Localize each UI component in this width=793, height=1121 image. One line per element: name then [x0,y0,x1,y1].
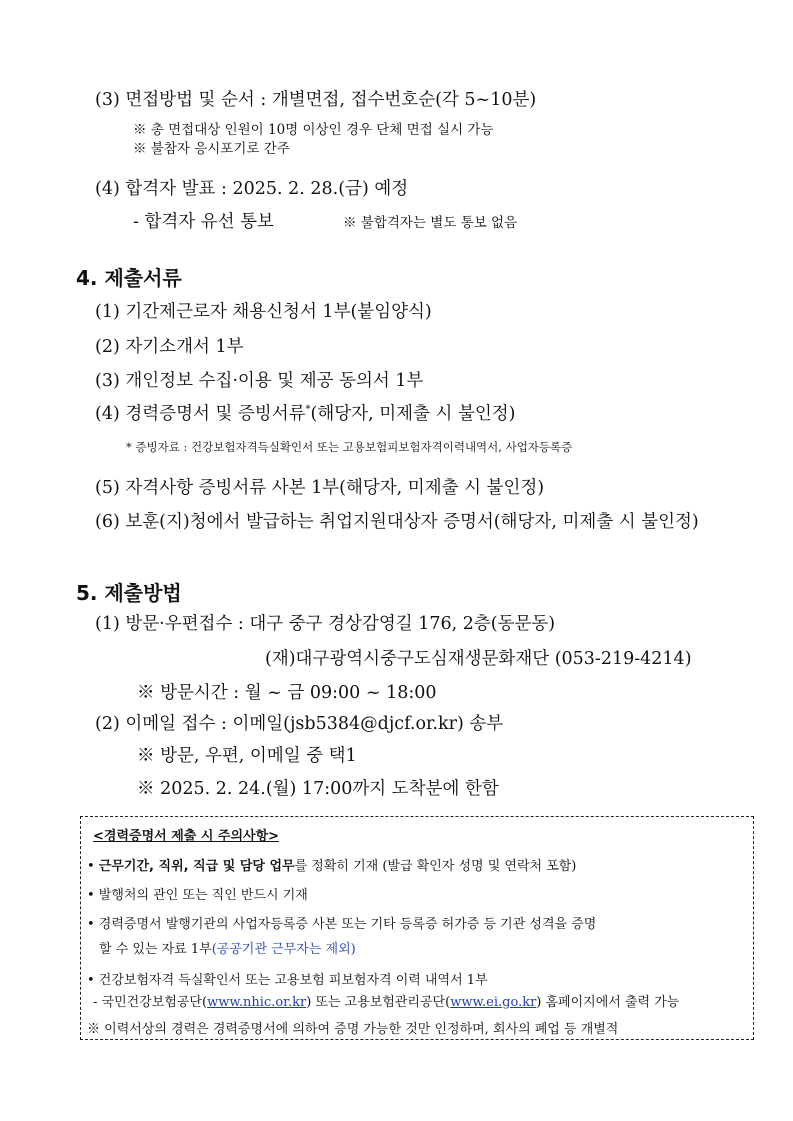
doc-item-4 [95,400,516,425]
caution-bullet-3-line1: • 경력증명서 발행기관의 사업자등록증 사본 또는 기타 등록증 허가증 등 기관 성격을 증명 [87,917,597,932]
method-choose: ※ 방문, 우편, 이메일 중 택1 [137,746,357,766]
notify-line: - 합격자 유선 통보 [133,212,274,232]
caution-bullet-3-line2 [99,938,356,957]
method-hours: ※ 방문시간 : 월 ~ 금 09:00 ~ 18:00 [137,683,437,703]
doc-item-4-text: (4) 경력증명서 및 증빙서류 [95,404,306,424]
caution-bullet-3-exception: (공공기관 근무자는 제외) [211,942,356,957]
doc-item-4-star: * [305,404,311,416]
note-group-interview: ※ 총 면접대상 인원이 10명 이상인 경우 단체 면접 실시 가능 [133,122,494,138]
interview-method: (3) 면접방법 및 순서 : 개별면접, 접수번호순(각 5~10분) [95,90,537,110]
ei-link[interactable]: www.ei.go.kr [450,995,537,1010]
method-visit: (1) 방문·우편접수 : 대구 중구 경상감영길 176, 2층(동문동) [95,614,556,634]
doc-item-3: (3) 개인정보 수집·이용 및 제공 동의서 1부 [95,371,424,391]
doc-item-1: (1) 기간제근로자 채용신청서 1부(붙임양식) [95,302,432,322]
caution-bullet-3-text: 할 수 있는 자료 1부 [99,942,212,957]
caution-last-note: ※ 이력서상의 경력은 경력증명서에 의하여 증명 가능한 것만 인정하며, 회사의 폐업 등 개별적 [87,1022,619,1037]
documents-heading: 4. 제출서류 [76,266,182,290]
caution-sub-pre: - 국민건강보험공단( [93,995,208,1010]
caution-sub-post: ) 홈페이지에서 출력 가능 [536,995,680,1010]
caution-box [80,816,754,1040]
doc-item-4-tail: (해당자, 미제출 시 불인정) [310,404,516,424]
caution-bullet-4-sub [93,991,679,1010]
caution-bullet-2: • 발행처의 관인 또는 직인 반드시 기재 [87,888,308,903]
caution-bullet-1-dot: • [87,859,95,874]
caution-bullet-1-bold: 근무기간, 직위, 직급 및 담당 업무 [98,859,295,874]
method-heading: 5. 제출방법 [76,581,182,605]
doc-item-5: (5) 자격사항 증빙서류 사본 1부(해당자, 미제출 시 불인정) [95,478,545,498]
method-org: (재)대구광역시중구도심재생문화재단 (053-219-4214) [265,649,692,669]
caution-sub-mid: ) 또는 고용보험관리공단( [306,995,451,1010]
note-absentee: ※ 불참자 응시포기로 간주 [133,141,290,157]
method-deadline: ※ 2025. 2. 24.(월) 17:00까지 도착분에 한함 [137,779,499,799]
nhic-link[interactable]: www.nhic.or.kr [207,995,307,1010]
doc-item-4-note: * 증빙자료 : 건강보험자격득실확인서 또는 고용보험피보험자격이력내역서, 사업자등록증 [126,440,573,454]
caution-bullet-4: • 건강보험자격 득실확인서 또는 고용보험 피보험자격 이력 내역서 1부 [87,973,488,988]
method-email: (2) 이메일 접수 : 이메일(jsb5384@djcf.or.kr) 송부 [95,714,504,734]
doc-item-2: (2) 자기소개서 1부 [95,337,244,357]
caution-bullet-1 [87,855,576,874]
doc-item-6: (6) 보훈(지)청에서 발급하는 취업지원대상자 증명서(해당자, 미제출 시 불인정) [95,512,699,532]
announce-date: (4) 합격자 발표 : 2025. 2. 28.(금) 예정 [95,179,409,199]
caution-bullet-1-rest: 를 정확히 기재 (발급 확인자 성명 및 연락처 포함) [294,859,577,874]
notify-note: ※ 불합격자는 별도 통보 없음 [343,215,518,231]
caution-title: <경력증명서 제출 시 주의사항> [93,829,280,844]
